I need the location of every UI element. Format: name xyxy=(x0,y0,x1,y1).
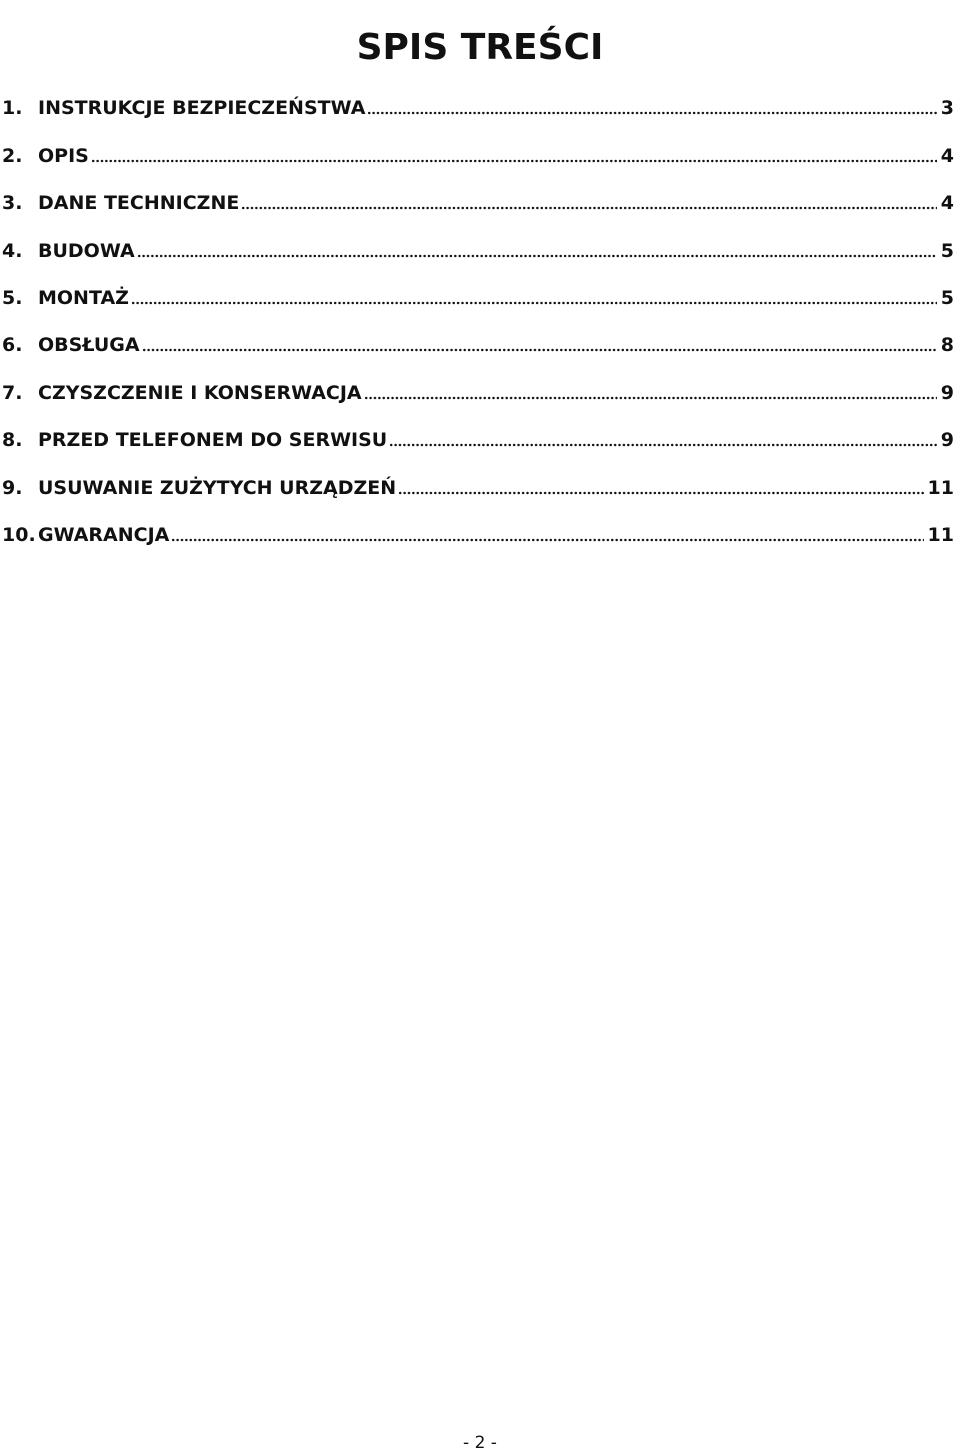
table-of-contents xyxy=(0,82,960,556)
toc-entry-installation[interactable] xyxy=(0,272,960,319)
toc-entry-number: 9. xyxy=(2,476,23,499)
toc-entry-operation[interactable] xyxy=(0,319,960,366)
toc-dot-leader xyxy=(171,537,923,543)
toc-entry-number: 4. xyxy=(2,239,23,262)
toc-entry-cleaning[interactable] xyxy=(0,366,960,413)
toc-entry-warranty[interactable] xyxy=(0,509,960,556)
toc-entry-label: DANE TECHNICZNE xyxy=(38,192,240,215)
toc-dot-leader xyxy=(398,490,923,496)
toc-entry-page: 11 xyxy=(927,523,954,546)
toc-entry-page: 8 xyxy=(940,334,954,357)
toc-entry-page: 4 xyxy=(940,144,954,167)
toc-entry-page: 5 xyxy=(940,239,954,262)
toc-entry-number: 8. xyxy=(2,429,23,452)
toc-entry-number: 6. xyxy=(2,334,23,357)
toc-entry-label: PRZED TELEFONEM DO SERWISU xyxy=(38,429,388,452)
toc-entry-disposal[interactable] xyxy=(0,461,960,508)
toc-entry-label: MONTAŻ xyxy=(38,286,129,309)
toc-entry-number: 5. xyxy=(2,286,23,309)
toc-dot-leader xyxy=(364,395,937,401)
toc-entry-page: 9 xyxy=(940,381,954,404)
page-title: SPIS TREŚCI xyxy=(356,27,604,69)
toc-entry-page: 5 xyxy=(940,286,954,309)
toc-entry-before-service-call[interactable] xyxy=(0,414,960,461)
toc-entry-technical-data[interactable] xyxy=(0,177,960,224)
toc-entry-label: BUDOWA xyxy=(38,239,135,262)
toc-entry-number: 3. xyxy=(2,192,23,215)
toc-entry-label: OBSŁUGA xyxy=(38,334,140,357)
toc-entry-number: 7. xyxy=(2,381,23,404)
toc-dot-leader xyxy=(137,253,937,259)
toc-entry-label: OPIS xyxy=(38,144,89,167)
toc-entry-number: 10. xyxy=(2,523,36,546)
toc-entry-description[interactable] xyxy=(0,129,960,176)
toc-dot-leader xyxy=(91,158,937,164)
toc-dot-leader xyxy=(367,110,936,116)
toc-entry-construction[interactable] xyxy=(0,224,960,271)
toc-entry-label: CZYSZCZENIE I KONSERWACJA xyxy=(38,381,362,404)
toc-entry-page: 9 xyxy=(940,429,954,452)
toc-entry-label: GWARANCJA xyxy=(38,523,170,546)
toc-entry-page: 11 xyxy=(927,476,954,499)
toc-entry-page: 3 xyxy=(940,97,954,120)
toc-entry-page: 4 xyxy=(940,192,954,215)
toc-entry-label: USUWANIE ZUŻYTYCH URZĄDZEŃ xyxy=(38,476,397,499)
toc-dot-leader xyxy=(131,300,937,306)
toc-dot-leader xyxy=(389,442,937,448)
toc-dot-leader xyxy=(241,205,936,211)
toc-entry-safety[interactable] xyxy=(0,82,960,129)
toc-dot-leader xyxy=(142,347,937,353)
toc-entry-label: INSTRUKCJE BEZPIECZEŃSTWA xyxy=(38,97,366,120)
toc-entry-number: 1. xyxy=(2,97,23,120)
page-number: - 2 - xyxy=(463,1433,497,1453)
toc-entry-number: 2. xyxy=(2,144,23,167)
